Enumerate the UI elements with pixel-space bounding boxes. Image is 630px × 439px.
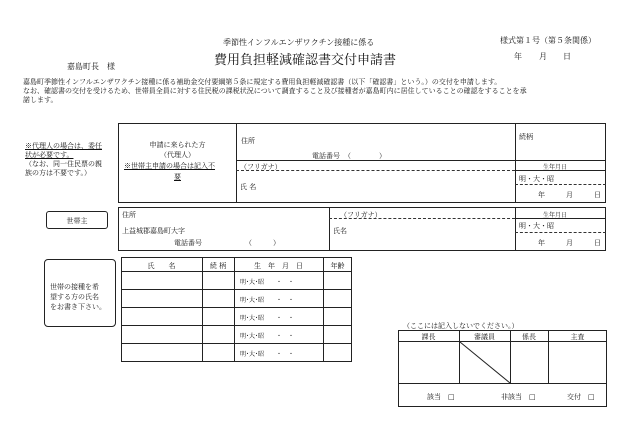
addressee: 嘉島町長 様 [67, 62, 115, 71]
office-col-chief: 係長 [522, 333, 536, 341]
applicant-name-label: 氏 名 [240, 183, 257, 191]
householder-phone-label: 電話番号 [174, 239, 202, 247]
result-not-applicable-checkbox[interactable]: 非該当 □ [501, 393, 536, 401]
applicant-phone-label: 電話番号 [312, 152, 340, 160]
applicant-label-line-1: 申請に来られた方 [149, 141, 206, 149]
householder-name-label: 氏名 [333, 227, 347, 235]
applicant-birth-ymd: 年 月 日 [538, 191, 601, 199]
applicant-birth-label: 生年月日 [543, 164, 568, 171]
table-row: 明･大･昭 ・ ・ [240, 297, 295, 304]
applicant-label-line-2: （代理人） [160, 151, 195, 159]
applicant-address-label: 住所 [241, 137, 255, 145]
intro-line-2: なお、確認書の交付を受けるため、世帯員全員に対する住民税の課税状況について調査すること及び接種者が嘉島町内に居住していることの確認をすることを承 [23, 87, 527, 95]
householder-phone-field[interactable]: （ ） [245, 239, 280, 247]
applicant-phone-field[interactable]: （ ） [344, 152, 386, 160]
householder-birth-label: 生年月日 [543, 212, 568, 219]
date-month: 月 [539, 52, 547, 61]
vaccinee-label-line-3: をお書き下さい。 [50, 303, 106, 311]
intro-line-3: 諾します。 [23, 96, 58, 104]
householder-address-value: 上益城郡嘉島町大字 [122, 227, 185, 235]
table-row: 明･大･昭 ・ ・ [240, 279, 295, 286]
applicant-relation-label: 続柄 [519, 133, 533, 141]
applicant-label-line-4: 要 [174, 173, 181, 181]
vaccinee-label-line-2: 望する方の氏名 [50, 293, 99, 301]
office-note: （ここには記入しないでください。） [403, 322, 519, 330]
applicant-label-line-3: ※世帯主申請の場合は記入不 [124, 162, 215, 170]
col-age-header: 年齢 [330, 262, 345, 270]
form-title: 費用負担軽減確認書交付申請書 [214, 53, 397, 68]
householder-label: 世帯主 [66, 217, 88, 225]
office-col-manager: 課長 [421, 333, 436, 341]
col-name-header: 氏 名 [147, 262, 176, 270]
applicant-era-options: 明・大・昭 [519, 175, 554, 183]
table-row: 明･大･昭 ・ ・ [240, 315, 295, 322]
form-subtitle: 季節性インフルエンザワクチン接種に係る [223, 38, 375, 47]
result-issued-checkbox[interactable]: 交付 □ [567, 393, 595, 401]
table-row: 明･大･昭 ・ ・ [240, 333, 295, 340]
proxy-note-line-1: ※代理人の場合は、委任 [25, 142, 102, 150]
result-applicable-checkbox[interactable]: 該当 □ [427, 393, 455, 401]
col-relation-header: 続 柄 [209, 262, 227, 270]
date-day: 日 [563, 52, 571, 61]
form-code: 様式第１号（第５条関係） [500, 36, 596, 45]
office-col-councilor: 審議員 [474, 333, 495, 341]
col-birth-header: 生 年 月 日 [254, 262, 303, 270]
householder-furigana-label: （フリガナ） [340, 211, 382, 219]
office-col-officer: 主査 [570, 333, 585, 341]
householder-birth-ymd: 年 月 日 [538, 239, 601, 247]
intro-line-1: 嘉島町季節性インフルエンザワクチン接種に係る補助金交付要綱第５条に規定する費用負担軽減確認書（以下「確認書」という。）の交付を申請します。 [23, 78, 502, 86]
proxy-note-line-3: （なお、同一住民票の親 [25, 160, 102, 168]
vaccinee-label-line-1: 世帯の接種を希 [50, 283, 99, 291]
applicant-furigana-label: （フリガナ） [240, 163, 282, 171]
proxy-note-line-2: 状が必要です。 [25, 151, 74, 159]
householder-era-options: 明・大・昭 [519, 222, 554, 230]
proxy-note-line-4: 族の方は不要です。） [25, 169, 91, 177]
table-row: 明･大･昭 ・ ・ [240, 351, 295, 358]
date-year: 年 [514, 52, 522, 61]
householder-address-label: 住所 [122, 211, 136, 219]
